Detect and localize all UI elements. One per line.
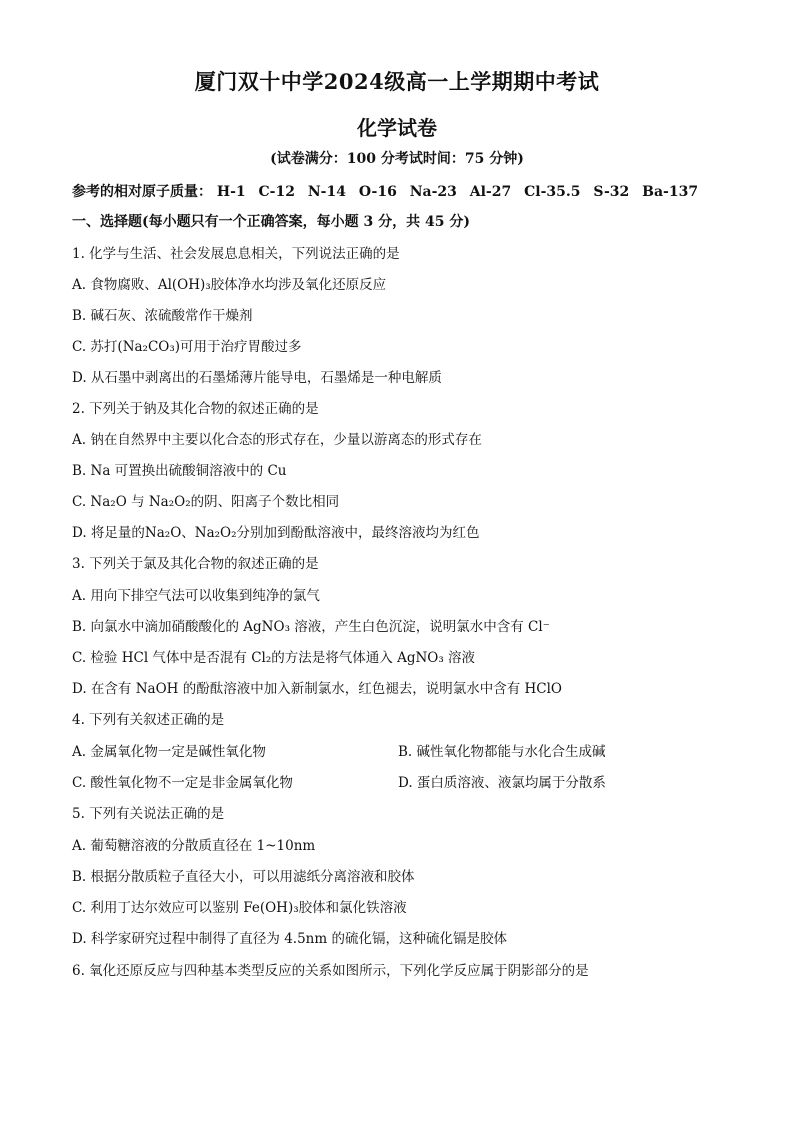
atomic-masses: [72, 182, 706, 202]
atomic-mass-item: Cl-35.5: [524, 184, 581, 200]
option-d: D. 在含有 NaOH 的酚酞溶液中加入新制氯水，红色褪去，说明氯水中含有 HClO: [72, 681, 562, 697]
question-stem: 1. 化学与生活、社会发展息息相关，下列说法正确的是: [72, 246, 400, 262]
atomic-mass-item: Na-23: [409, 184, 457, 200]
option-b: B. 向氯水中滴加硝酸酸化的 AgNO₃ 溶液，产生白色沉淀，说明氯水中含有 Cl⁻: [72, 619, 550, 635]
atomic-mass-item: N-14: [307, 184, 346, 200]
atomic-mass-item: S-32: [593, 184, 630, 200]
question-stem: 5. 下列有关说法正确的是: [72, 806, 225, 822]
option-b: B. Na 可置换出硫酸铜溶液中的 Cu: [72, 463, 287, 479]
question-stem: 6. 氧化还原反应与四种基本类型反应的关系如图所示，下列化学反应属于阴影部分的是: [72, 963, 589, 979]
question-stem: 3. 下列关于氯及其化合物的叙述正确的是: [72, 556, 319, 572]
option-b: B. 碱石灰、浓硫酸常作干燥剂: [72, 308, 253, 324]
exam-subject: 化学试卷: [357, 116, 437, 140]
section-heading: 一、选择题(每小题只有一个正确答案，每小题 3 分，共 45 分): [72, 214, 470, 230]
exam-info: (试卷满分：100 分考试时间：75 分钟): [270, 151, 524, 167]
option-a: A. 金属氧化物一定是碱性氧化物: [72, 744, 266, 760]
option-a: A. 钠在自然界中主要以化合态的形式存在，少量以游离态的形式存在: [72, 432, 482, 448]
question-stem: 2. 下列关于钠及其化合物的叙述正确的是: [72, 401, 319, 417]
exam-title: 厦门双十中学2024级高一上学期期中考试: [194, 69, 600, 94]
atomic-mass-item: Al-27: [469, 184, 512, 200]
option-a: A. 食物腐败、Al(OH)₃胶体净水均涉及氧化还原反应: [72, 277, 387, 293]
option-b: B. 碱性氧化物都能与水化合生成碱: [398, 744, 606, 760]
option-a: A. 葡萄糖溶液的分散质直径在 1~10nm: [72, 838, 316, 854]
option-c: C. 利用丁达尔效应可以鉴别 Fe(OH)₃胶体和氯化铁溶液: [72, 900, 407, 916]
option-d: D. 科学家研究过程中制得了直径为 4.5nm 的硫化镉，这种硫化镉是胶体: [72, 931, 507, 947]
option-c: C. Na₂O 与 Na₂O₂的阴、阳离子个数比相同: [72, 494, 340, 510]
atomic-masses-label: 参考的相对原子质量：: [72, 184, 212, 200]
option-c: C. 酸性氧化物不一定是非金属氧化物: [72, 775, 293, 791]
option-d: D. 从石墨中剥离出的石墨烯薄片能导电，石墨烯是一种电解质: [72, 370, 442, 386]
option-d: D. 蛋白质溶液、液氯均属于分散系: [398, 775, 606, 791]
option-c: C. 苏打(Na₂CO₃)可用于治疗胃酸过多: [72, 339, 302, 355]
option-c: C. 检验 HCl 气体中是否混有 Cl₂的方法是将气体通入 AgNO₃ 溶液: [72, 650, 476, 666]
option-a: A. 用向下排空气法可以收集到纯净的氯气: [72, 588, 320, 604]
question-stem: 4. 下列有关叙述正确的是: [72, 712, 225, 728]
option-b: B. 根据分散质粒子直径大小，可以用滤纸分离溶液和胶体: [72, 869, 415, 885]
atomic-mass-item: C-12: [258, 184, 295, 200]
option-d: D. 将足量的Na₂O、Na₂O₂分别加到酚酞溶液中，最终溶液均为红色: [72, 525, 480, 541]
atomic-mass-item: H-1: [216, 184, 246, 200]
atomic-mass-item: O-16: [358, 184, 397, 200]
atomic-mass-item: Ba-137: [642, 184, 699, 200]
